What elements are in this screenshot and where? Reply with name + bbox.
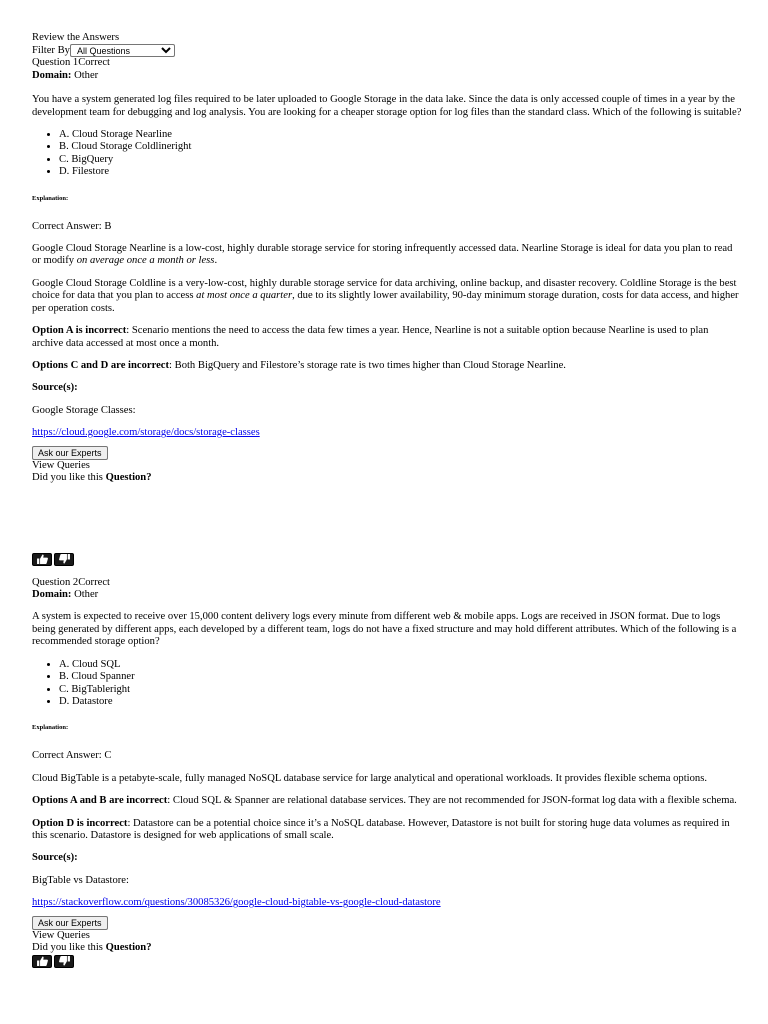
ask-row bbox=[32, 916, 742, 930]
bold-text: Options A and B are incorrect bbox=[32, 795, 168, 807]
like-text: Did you like this bbox=[32, 942, 106, 954]
bold-text: Option A is incorrect bbox=[32, 325, 127, 337]
text-run: : Datastore can be a potential choice since it’s a NoSQL database. However, Datastore is not built for storing huge data volumes as required in this scenario. Datastore is designed for web applications of small scale. bbox=[32, 817, 730, 841]
emphasis-text: on average once a month or less bbox=[76, 255, 215, 267]
source-link[interactable]: https://cloud.google.com/storage/docs/storage-classes bbox=[32, 427, 260, 439]
thumbs-up-button[interactable] bbox=[32, 553, 52, 566]
source-paragraph bbox=[32, 427, 742, 439]
filter-select[interactable] bbox=[70, 44, 175, 57]
options-list bbox=[32, 659, 742, 709]
option-item: • A. Cloud Storage Nearline bbox=[59, 129, 742, 141]
ask-row bbox=[32, 446, 742, 460]
view-queries[interactable]: View Queries bbox=[32, 929, 90, 941]
sources-label: Source(s): bbox=[32, 382, 78, 394]
thumbs-down-button[interactable] bbox=[54, 553, 74, 566]
explanation-paragraph bbox=[32, 243, 742, 268]
like-bold: Question? bbox=[105, 942, 152, 954]
like-question-line bbox=[32, 472, 742, 484]
question-text: You have a system generated log files required to be later uploaded to Google Storage in the data lake. Since the data is only accessed couple of times in a year by the development team for debugging and log analysis. You are looking for a cheaper storage option for log files than the standard class. Which of the following is suitable? bbox=[32, 94, 742, 118]
text-run: Google Cloud Storage Coldline is a very-low-cost, highly durable storage service for data archiving, online backup, and disaster recovery. Coldline Storage is the best choice for data that you plan to access bbox=[32, 277, 737, 302]
ask-experts-button[interactable]: Ask our Experts bbox=[32, 916, 108, 930]
explanation-paragraph bbox=[32, 818, 742, 843]
explanation-paragraph bbox=[32, 325, 742, 350]
correct-answer: Correct Answer: C bbox=[32, 750, 112, 762]
options-list bbox=[32, 129, 742, 179]
explanation-paragraph bbox=[32, 795, 742, 807]
source-title: BigTable vs Datastore: bbox=[32, 874, 129, 886]
text-run: , due to its slightly lower availability, 90-day minimum storage duration, costs for data access, and higher per operation costs. bbox=[32, 290, 739, 314]
filter-label: Filter By bbox=[32, 44, 70, 56]
domain-value: Other bbox=[71, 69, 99, 81]
like-text: Did you like this bbox=[32, 472, 106, 484]
text-run: . bbox=[214, 255, 218, 267]
question-header: Question 1Correct bbox=[32, 57, 110, 69]
bold-text: Options C and D are incorrect bbox=[32, 359, 170, 371]
text-run: : Both BigQuery and Filestore’s storage rate is two times higher than Cloud Storage Nearline. bbox=[169, 359, 566, 371]
source-paragraph bbox=[32, 897, 742, 909]
sources-heading bbox=[32, 382, 742, 394]
explanation-paragraph bbox=[32, 360, 742, 372]
ask-experts-button[interactable]: Ask our Experts bbox=[32, 446, 108, 460]
sources-label: Source(s): bbox=[32, 852, 78, 864]
source-link[interactable]: https://stackoverflow.com/questions/30085326/google-cloud-bigtable-vs-google-cloud-datastore bbox=[32, 897, 441, 909]
vote-buttons bbox=[32, 955, 74, 968]
like-bold: Question? bbox=[105, 472, 152, 484]
text-run: Google Cloud Storage Nearline is a low-cost, highly durable storage service for storing infrequently accessed data. Nearline Storage is ideal for data you plan to read or modify bbox=[32, 243, 733, 267]
filter-row bbox=[32, 44, 742, 57]
explanation-label: Explanation: bbox=[32, 194, 69, 202]
question-header: Question 2Correct bbox=[32, 576, 110, 588]
question-text: A system is expected to receive over 15,000 content delivery logs every minute from different web & mobile apps. Logs are received in JSON format. Due to logs being generated by different apps, each developed by a different team, logs do not have a fixed structure and may hold different attributes. Which of the following is a recommended storage option? bbox=[32, 611, 737, 648]
vote-buttons bbox=[32, 553, 74, 566]
correct-answer: Correct Answer: B bbox=[32, 220, 112, 232]
option-item: • B. Cloud Spanner bbox=[59, 671, 742, 683]
view-queries[interactable]: View Queries bbox=[32, 459, 90, 471]
bold-text: Option D is incorrect bbox=[32, 817, 128, 829]
option-item: • D. Filestore bbox=[59, 166, 742, 178]
review-page bbox=[32, 32, 742, 971]
sources-heading bbox=[32, 852, 742, 864]
text-run: : Cloud SQL & Spanner are relational database services. They are not recommended for JSON-format log data with a flexible schema. bbox=[167, 795, 737, 807]
option-item: • D. Datastore bbox=[59, 696, 742, 708]
spacer bbox=[32, 485, 742, 553]
domain-label: Domain: bbox=[32, 589, 72, 601]
thumbs-down-icon bbox=[59, 956, 70, 966]
thumbs-up-button[interactable] bbox=[32, 955, 52, 968]
question-block-1 bbox=[32, 57, 742, 568]
question-block-2 bbox=[32, 577, 742, 971]
page-title: Review the Answers bbox=[32, 32, 120, 43]
domain-value: Other bbox=[71, 589, 99, 601]
option-item: • C. BigQuery bbox=[59, 154, 742, 166]
explanation-paragraph bbox=[32, 278, 742, 315]
domain-label: Domain: bbox=[32, 69, 72, 81]
text-run: : Scenario mentions the need to access the data few times a year. Hence, Nearline is not a suitable option because Nearline is used to plan archive data accessed at most once a month. bbox=[32, 325, 709, 349]
explanation-label: Explanation: bbox=[32, 724, 69, 732]
like-question-line bbox=[32, 942, 742, 954]
thumbs-down-icon bbox=[59, 554, 70, 564]
thumbs-up-icon bbox=[37, 554, 48, 564]
explanation-paragraph: Cloud BigTable is a petabyte-scale, fully managed NoSQL database service for large analytical and operational workloads. It provides flexible schema options. bbox=[32, 772, 707, 784]
option-item: • C. BigTableright bbox=[59, 684, 742, 696]
thumbs-up-icon bbox=[37, 956, 48, 966]
domain-line bbox=[32, 70, 742, 82]
option-item: • B. Cloud Storage Coldlineright bbox=[59, 141, 742, 153]
source-title: Google Storage Classes: bbox=[32, 404, 136, 416]
thumbs-down-button[interactable] bbox=[54, 955, 74, 968]
emphasis-text: at most once a quarter bbox=[196, 290, 293, 302]
option-item: • A. Cloud SQL bbox=[59, 659, 742, 671]
domain-line bbox=[32, 589, 742, 601]
